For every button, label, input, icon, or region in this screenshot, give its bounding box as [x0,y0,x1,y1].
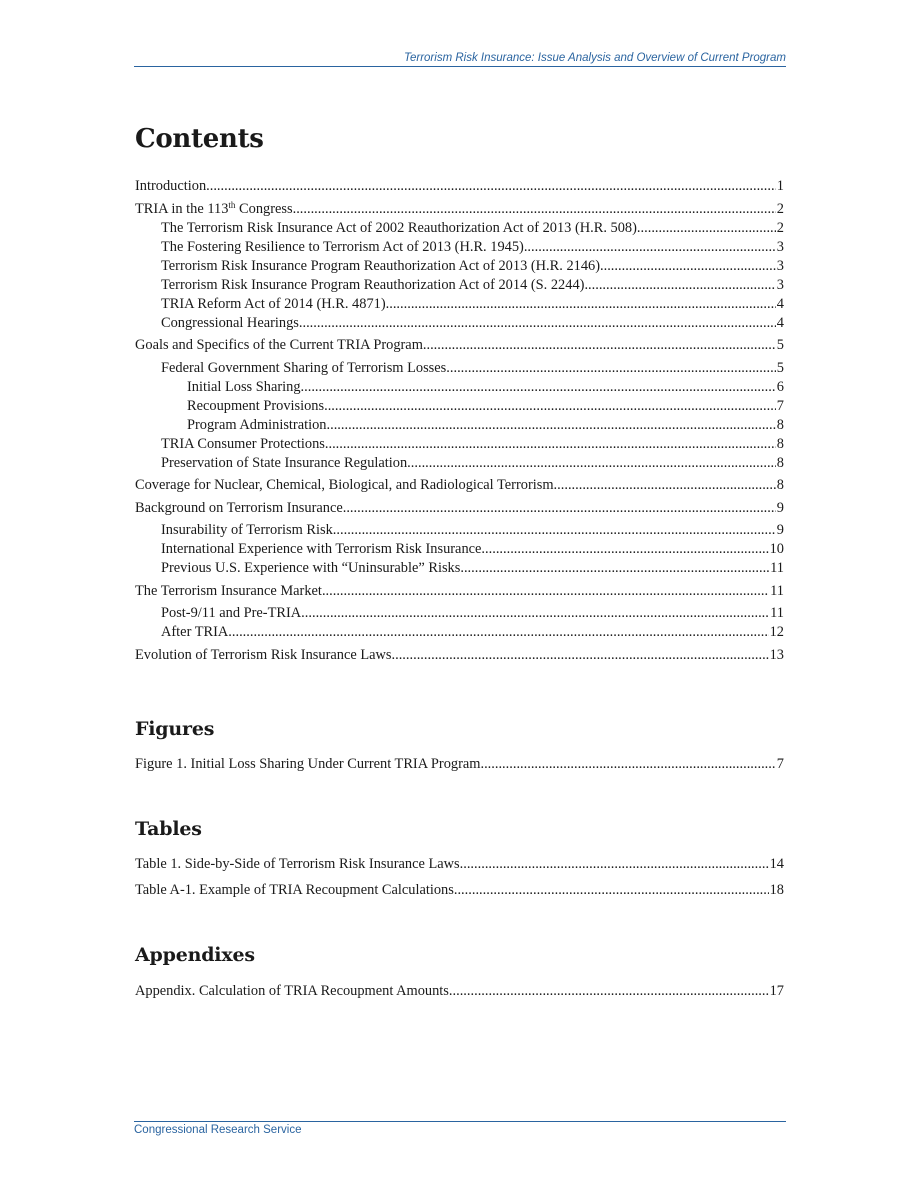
toc-entry-evolution-of-laws[interactable]: Evolution of Terrorism Risk Insurance Laws ..... 13 [135,646,784,665]
toc-entry-program-administration[interactable]: Program Administration ..... 8 [135,416,784,435]
toc-entry-international-experience[interactable]: International Experience with Terrorism Risk Insurance ..... 10 [135,540,784,559]
appendix-entry[interactable]: Appendix. Calculation of TRIA Recoupment Amounts ..... 17 [135,982,784,1001]
contents-list [135,177,784,665]
toc-entry-goals-and-specifics[interactable]: Goals and Specifics of the Current TRIA Program ..... 5 [135,336,784,355]
contents-heading: Contents [135,124,264,154]
toc-entry-hr-508[interactable]: The Terrorism Risk Insurance Act of 2002 Reauthorization Act of 2013 (H.R. 508) ..... 2 [135,219,784,238]
figures-heading: Figures [135,718,215,740]
appendixes-heading: Appendixes [135,944,255,966]
tables-list [135,855,784,900]
toc-entry-s-2244[interactable]: Terrorism Risk Insurance Program Reauthorization Act of 2014 (S. 2244) ..... 3 [135,276,784,295]
toc-entry-hr-2146[interactable]: Terrorism Risk Insurance Program Reauthorization Act of 2013 (H.R. 2146) ..... 3 [135,257,784,276]
tables-heading: Tables [135,818,202,840]
toc-entry-state-regulation[interactable]: Preservation of State Insurance Regulation ..... 8 [135,454,784,473]
toc-entry-hr-4871[interactable]: TRIA Reform Act of 2014 (H.R. 4871) ..... 4 [135,295,784,314]
running-header [134,52,786,67]
figure-entry-1[interactable]: Figure 1. Initial Loss Sharing Under Current TRIA Program ..... 7 [135,755,784,774]
toc-entry-nbcr-coverage[interactable]: Coverage for Nuclear, Chemical, Biological, and Radiological Terrorism ..... 8 [135,476,784,495]
toc-entry-tria-113th-congress[interactable]: TRIA in the 113th Congress ..... 2 [135,200,784,219]
toc-entry-insurability[interactable]: Insurability of Terrorism Risk ..... 9 [135,521,784,540]
toc-entry-hr-1945[interactable]: The Fostering Resilience to Terrorism Act of 2013 (H.R. 1945) ..... 3 [135,238,784,257]
toc-entry-background[interactable]: Background on Terrorism Insurance ..... 9 [135,499,784,518]
appendixes-list [135,982,784,1001]
table-entry-a1[interactable]: Table A-1. Example of TRIA Recoupment Calculations ..... 18 [135,881,784,900]
table-entry-1[interactable]: Table 1. Side-by-Side of Terrorism Risk Insurance Laws ..... 14 [135,855,784,874]
footer-org: Congressional Research Service [134,1124,302,1136]
figures-list [135,755,784,774]
toc-entry-recoupment-provisions[interactable]: Recoupment Provisions ..... 7 [135,397,784,416]
running-title: Terrorism Risk Insurance: Issue Analysis and Overview of Current Program [404,52,786,64]
toc-entry-insurance-market[interactable]: The Terrorism Insurance Market ..... 11 [135,582,784,601]
toc-entry-congressional-hearings[interactable]: Congressional Hearings ..... 4 [135,314,784,333]
toc-entry-federal-loss-sharing[interactable]: Federal Government Sharing of Terrorism Losses ..... 5 [135,359,784,378]
toc-entry-after-tria[interactable]: After TRIA ..... 12 [135,623,784,642]
toc-entry-post-911[interactable]: Post-9/11 and Pre-TRIA ..... 11 [135,604,784,623]
toc-entry-uninsurable-risks[interactable]: Previous U.S. Experience with “Uninsurable” Risks ..... 11 [135,559,784,578]
toc-entry-introduction[interactable]: Introduction ..... 1 [135,177,784,196]
toc-entry-initial-loss-sharing[interactable]: Initial Loss Sharing ..... 6 [135,378,784,397]
toc-entry-consumer-protections[interactable]: TRIA Consumer Protections ..... 8 [135,435,784,454]
page-footer [134,1121,786,1136]
